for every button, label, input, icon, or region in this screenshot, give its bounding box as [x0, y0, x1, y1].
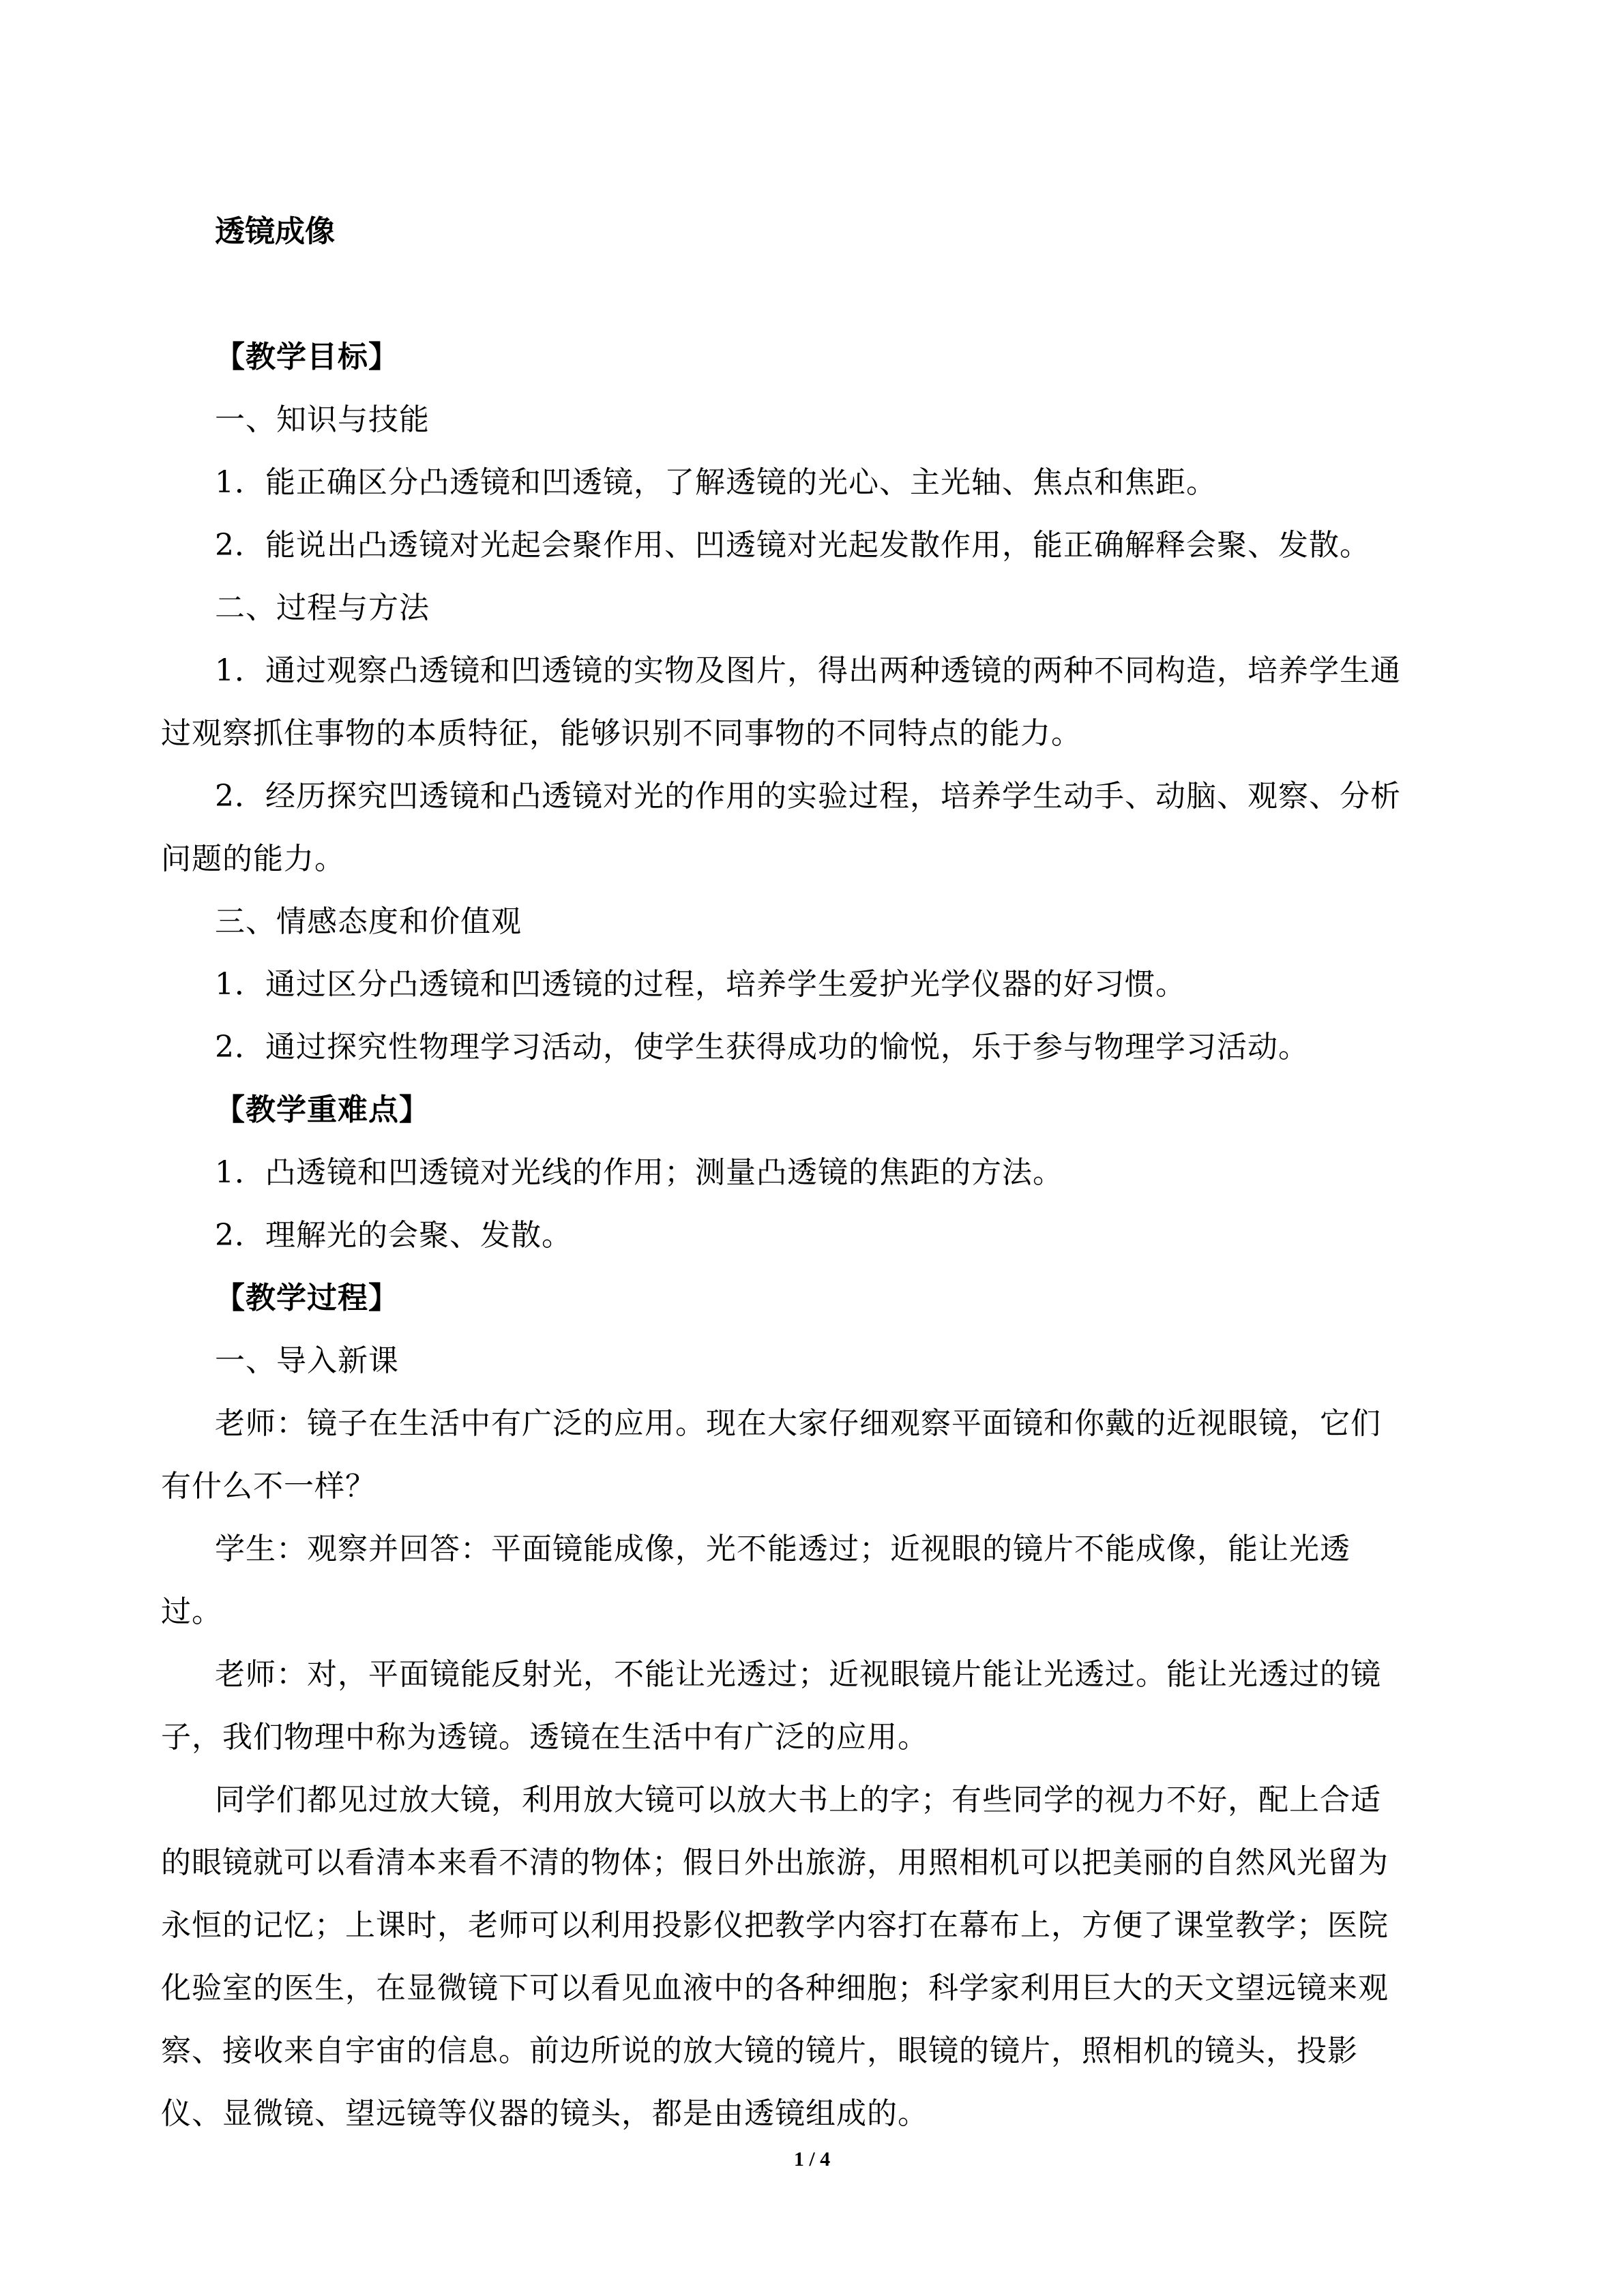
subheading-process: 二、过程与方法: [215, 591, 430, 625]
paragraph: 1．能正确区分凸透镜和凹透镜，了解透镜的光心、主光轴、焦点和焦距。: [215, 465, 1217, 500]
section-heading-objectives: 【教学目标】: [215, 340, 399, 374]
paragraph: 2．经历探究凹透镜和凸透镜对光的作用的实验过程，培养学生动手、动脑、观察、分析: [215, 779, 1401, 814]
paragraph-continuation: 永恒的记忆；上课时，老师可以利用投影仪把教学内容打在幕布上，方便了课堂教学；医院: [161, 1908, 1389, 1943]
paragraph: 老师：对，平面镜能反射光，不能让光透过；近视眼镜片能让光透过。能让光透过的镜: [215, 1657, 1381, 1692]
page-number: 1 / 4: [793, 2148, 831, 2171]
paragraph-continuation: 子，我们物理中称为透镜。透镜在生活中有广泛的应用。: [161, 1720, 928, 1755]
paragraph: 1．凸透镜和凹透镜对光线的作用；测量凸透镜的焦距的方法。: [215, 1155, 1063, 1190]
paragraph: 1．通过区分凸透镜和凹透镜的过程，培养学生爱护光学仪器的好习惯。: [215, 967, 1186, 1002]
paragraph-continuation: 过观察抓住事物的本质特征，能够识别不同事物的不同特点的能力。: [161, 716, 1082, 751]
paragraph: 学生：观察并回答：平面镜能成像，光不能透过；近视眼的镜片不能成像，能让光透: [215, 1532, 1350, 1566]
paragraph-continuation: 的眼镜就可以看清本来看不清的物体；假日外出旅游，用照相机可以把美丽的自然风光留为: [161, 1845, 1389, 1880]
paragraph: 1．通过观察凸透镜和凹透镜的实物及图片，得出两种透镜的两种不同构造，培养学生通: [215, 653, 1401, 688]
paragraph-continuation: 有什么不一样？: [161, 1469, 376, 1504]
paragraph: 老师：镜子在生活中有广泛的应用。现在大家仔细观察平面镜和你戴的近视眼镜，它们: [215, 1406, 1381, 1441]
paragraph-continuation: 问题的能力。: [161, 841, 345, 876]
section-heading-key-points: 【教学重难点】: [215, 1092, 430, 1127]
paragraph-continuation: 仪、显微镜、望远镜等仪器的镜头，都是由透镜组成的。: [161, 2096, 928, 2131]
paragraph-continuation: 察、接收来自宇宙的信息。前边所说的放大镜的镜片，眼镜的镜片，照相机的镜头，投影: [161, 2033, 1358, 2068]
subheading-intro: 一、导入新课: [215, 1343, 399, 1378]
paragraph: 2．理解光的会聚、发散。: [215, 1218, 572, 1253]
paragraph: 2．能说出凸透镜对光起会聚作用、凹透镜对光起发散作用，能正确解释会聚、发散。: [215, 528, 1370, 563]
subheading-knowledge: 一、知识与技能: [215, 402, 430, 437]
section-heading-process: 【教学过程】: [215, 1281, 399, 1315]
subheading-attitude: 三、情感态度和价值观: [215, 904, 522, 939]
paragraph-continuation: 化验室的医生，在显微镜下可以看见血液中的各种细胞；科学家利用巨大的天文望远镜来观: [161, 1971, 1389, 2006]
paragraph-continuation: 过。: [161, 1594, 222, 1629]
paragraph: 2．通过探究性物理学习活动，使学生获得成功的愉悦，乐于参与物理学习活动。: [215, 1030, 1309, 1064]
document-title: 透镜成像: [215, 214, 335, 249]
paragraph: 同学们都见过放大镜，利用放大镜可以放大书上的字；有些同学的视力不好，配上合适: [215, 1783, 1381, 1817]
